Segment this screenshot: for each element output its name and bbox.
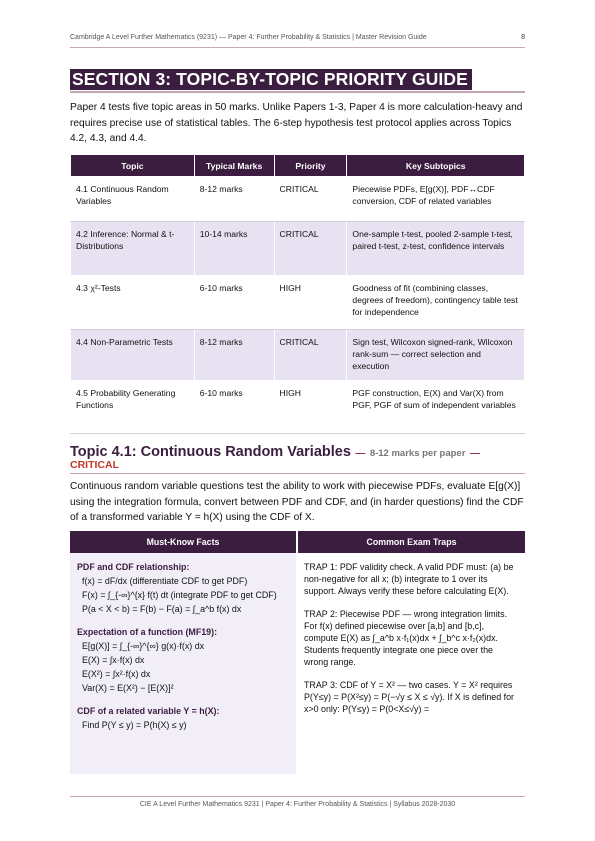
priority-cell: CRITICAL [274, 222, 347, 276]
priority-cell: CRITICAL [274, 330, 347, 381]
section-intro: Paper 4 tests five topic areas in 50 marks. Unlike Papers 1-3, Paper 4 is more calculation-heavy and requires precise use of statistical tables. The 6-step hypothesis test protocol applies across Topics 4.2, 4.3, and 4.4. [70, 102, 523, 144]
topic-cell: 4.1 Continuous Random Variables [71, 177, 195, 222]
fact-line: E[g(X)] = ∫_{-∞}^{∞} g(x)·f(x) dx [82, 641, 205, 651]
section-title: SECTION 3: TOPIC-BY-TOPIC PRIORITY GUIDE [70, 69, 472, 90]
facts-traps-box [70, 531, 525, 774]
trap-item: TRAP 2: Piecewise PDF — wrong integration limits. For f(x) defined piecewise over [a,b] and [b,c], compute E(X) as ∫_a^b x·f₁(x)dx + ∫_b^c x·f₂(x)dx. Students frequently integrate one piece over the wrong range. [304, 609, 508, 667]
topic-priority-table [70, 154, 525, 434]
topic-title: Topic 4.1: Continuous Random Variables [70, 444, 351, 460]
marks-cell: 6-10 marks [194, 381, 274, 434]
header-divider [70, 47, 525, 48]
traps-header: Common Exam Traps [298, 531, 525, 553]
priority-cell: CRITICAL [274, 177, 347, 222]
running-title: Cambridge A Level Further Mathematics (9231) — Paper 4: Further Probability & Statistics | Master Revision Guide [70, 34, 427, 41]
topic-priority-label: CRITICAL [70, 459, 119, 471]
trap-item: TRAP 1: PDF validity check. A valid PDF must: (a) be non-negative for all x; (b) integrate to 1 over its support. Always verify these before calculating E(X). [304, 562, 514, 596]
topic-heading [70, 443, 530, 461]
section-title-underline [70, 91, 525, 93]
facts-group-title: PDF and CDF relationship: [77, 562, 190, 572]
column-header-topic: Topic [71, 155, 195, 177]
fact-line: F(x) = ∫_{-∞}^{x} f(t) dt (integrate PDF to get CDF) [82, 590, 277, 600]
table-row [71, 381, 525, 434]
fact-line: E(X²) = ∫x²·f(x) dx [82, 669, 151, 679]
marks-cell: 10-14 marks [194, 222, 274, 276]
trap-item: TRAP 3: CDF of Y = X² — two cases. Y = X² requires P(Y≤y) = P(X²≤y) = P(−√y ≤ X ≤ √y). If X is defined for x>0 only: P(Y≤y) = P(0<X≤√y) = [304, 680, 514, 714]
subtopics-cell: Goodness of fit (combining classes, degrees of freedom), contingency table test for independence [347, 276, 525, 330]
topic-cell: 4.3 χ²-Tests [71, 276, 195, 330]
topic-intro: Continuous random variable questions test the ability to work with piecewise PDFs, evaluate E[g(X)] using the integration formula, convert between PDF and CDF, and (in harder questions) find the CDF of a transformed variable Y = h(X) using the CDF of X. [70, 481, 524, 523]
table-row [71, 330, 525, 381]
table-row [71, 276, 525, 330]
facts-group-title: Expectation of a function (MF19): [77, 627, 218, 637]
subtopics-cell: One-sample t-test, pooled 2-sample t-test, paired t-test, z-test, confidence intervals [347, 222, 525, 276]
subtopics-cell: Sign test, Wilcoxon signed-rank, Wilcoxon rank-sum — correct selection and execution [347, 330, 525, 381]
marks-cell: 8-12 marks [194, 330, 274, 381]
column-header-priority: Priority [274, 155, 347, 177]
facts-group-title: CDF of a related variable Y = h(X): [77, 706, 220, 716]
fact-line: E(X) = ∫x·f(x) dx [82, 655, 145, 665]
page-number: 8 [521, 34, 525, 41]
page-footer: CIE A Level Further Mathematics 9231 | Paper 4: Further Probability & Statistics | Syllabus 2028-2030 [139, 801, 456, 808]
fact-line: f(x) = dF/dx (differentiate CDF to get PDF) [82, 576, 248, 586]
priority-cell: HIGH [274, 276, 347, 330]
priority-cell: HIGH [274, 381, 347, 434]
facts-column [70, 553, 296, 774]
fact-line: P(a < X < b) = F(b) − F(a) = ∫_a^b f(x) dx [82, 604, 242, 614]
topic-cell: 4.5 Probability Generating Functions [71, 381, 195, 434]
fact-line: Var(X) = E(X²) − [E(X)]² [82, 683, 174, 693]
marks-cell: 8-12 marks [194, 177, 274, 222]
topic-cell: 4.4 Non-Parametric Tests [71, 330, 195, 381]
running-header [70, 34, 525, 41]
table-row [71, 222, 525, 276]
column-header-subtopics: Key Subtopics [347, 155, 525, 177]
table-header-row [71, 155, 525, 177]
topic-marks: 8-12 marks per paper [369, 448, 466, 459]
topic-cell: 4.2 Inference: Normal & t-Distributions [71, 222, 195, 276]
subtopics-cell: Piecewise PDFs, E[g(X)], PDF↔CDF conversion, CDF of related variables [347, 177, 525, 222]
facts-header: Must-Know Facts [70, 531, 296, 553]
traps-column [298, 553, 525, 774]
fact-line: Find P(Y ≤ y) = P(h(X) ≤ y) [82, 720, 187, 730]
table-row [71, 177, 525, 222]
topic-dash-right: — [469, 448, 480, 459]
footer-divider [70, 796, 525, 797]
column-header-marks: Typical Marks [194, 155, 274, 177]
topic-dash-left: — [355, 448, 366, 459]
marks-cell: 6-10 marks [194, 276, 274, 330]
subtopics-cell: PGF construction, E(X) and Var(X) from PGF, PGF of sum of independent variables [347, 381, 525, 434]
topic-heading-underline [70, 473, 525, 474]
